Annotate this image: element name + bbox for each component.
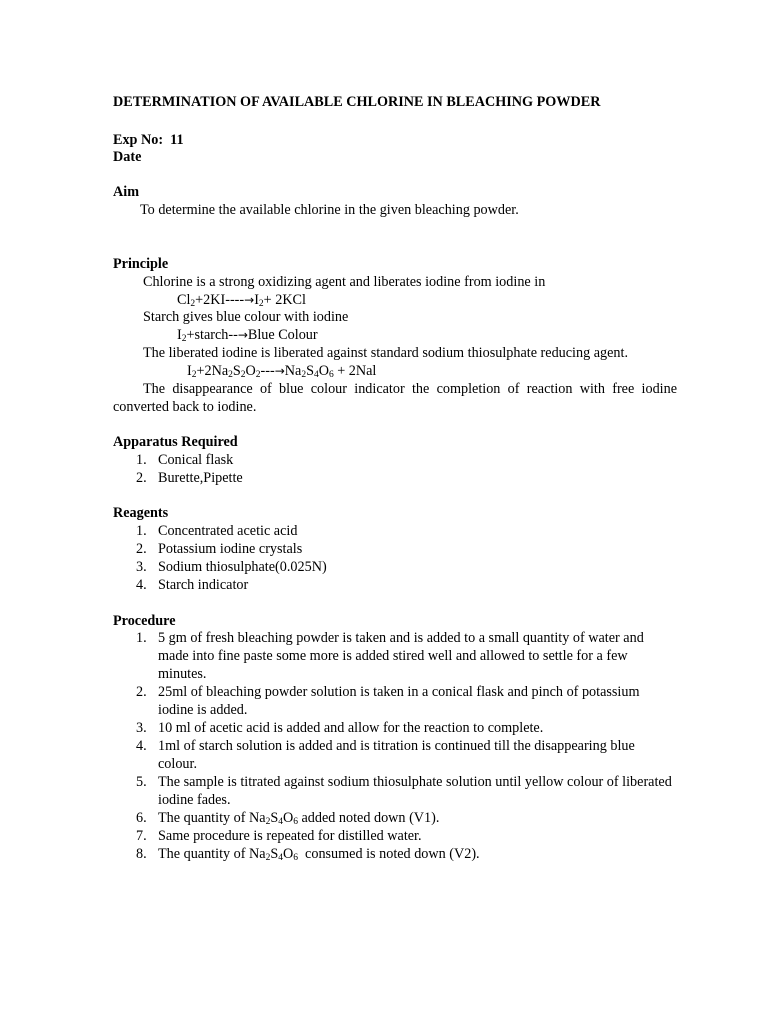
principle-line-1: Chlorine is a strong oxidizing agent and liberates iodine from iodine in — [143, 274, 546, 290]
procedure-list — [113, 629, 677, 863]
list-item: 3. 10 ml of acetic acid is added and allow for the reaction to complete. — [136, 720, 544, 736]
procedure-heading: Procedure — [113, 613, 176, 629]
list-item: 6. The quantity of $Na_2S_4O_6$ added noted down (V1). — [136, 810, 440, 827]
date-label: Date — [113, 149, 142, 165]
list-item: 2. Burette,Pipette — [136, 470, 243, 486]
list-item: 2. Potassium iodine crystals — [136, 541, 303, 557]
arrow-right-icon: → — [274, 364, 285, 378]
apparatus-heading: Apparatus Required — [113, 434, 238, 450]
list-item: 1. 5 gm of fresh bleaching powder is taken and is added to a small quantity of water and made into fine paste some more is added stired well and allowed to settle for a few minutes. — [136, 630, 644, 682]
principle-line-4: The disappearance of blue colour indicator the completion of reaction with free iodine converted back to iodine. — [113, 381, 677, 415]
list-item: 4. 1ml of starch solution is added and is titration is continued till the disappearing blue colour. — [136, 738, 635, 772]
list-item: 2. 25ml of bleaching powder solution is taken in a conical flask and pinch of potassium iodine is added. — [136, 684, 640, 718]
aim-heading: Aim — [113, 184, 140, 200]
equation-2: $I_2+starch--\to Blue$ Colour — [177, 327, 318, 344]
list-item: 7. Same procedure is repeated for distilled water. — [136, 828, 422, 844]
list-item: 1. Conical flask — [136, 452, 234, 468]
list-item: 4. Starch indicator — [136, 577, 249, 593]
equation-1: $Cl_2+2KI----\to I_2+ 2KCl$ — [177, 292, 306, 309]
equation-3: $I_2+2Na_2S_2O_2---\to Na_2S_4O_6 + 2Nal$ — [187, 363, 377, 380]
apparatus-list — [113, 451, 677, 487]
arrow-right-icon: → — [237, 328, 248, 342]
principle-line-3: The liberated iodine is liberated against standard sodium thiosulphate reducing agent. — [143, 345, 628, 361]
list-item: 3. Sodium thiosulphate(0.025N) — [136, 559, 327, 575]
principle-line-2: Starch gives blue colour with iodine — [143, 309, 349, 325]
list-item: 1. Concentrated acetic acid — [136, 523, 298, 539]
reagents-list — [113, 522, 677, 594]
list-item: 8. The quantity of $Na_2S_4O_6$ consumed is noted down (V2). — [136, 846, 480, 863]
list-item: 5. The sample is titrated against sodium thiosulphate solution until yellow colour of liberated iodine fades. — [136, 774, 672, 808]
document-title: DETERMINATION OF AVAILABLE CHLORINE IN BLEACHING POWDER — [113, 94, 601, 110]
principle-heading: Principle — [113, 256, 169, 272]
experiment-number: Exp No: 11 — [113, 132, 184, 148]
arrow-right-icon: → — [244, 293, 255, 307]
aim-text: To determine the available chlorine in the given bleaching powder. — [140, 202, 519, 218]
reagents-heading: Reagents — [113, 505, 169, 521]
